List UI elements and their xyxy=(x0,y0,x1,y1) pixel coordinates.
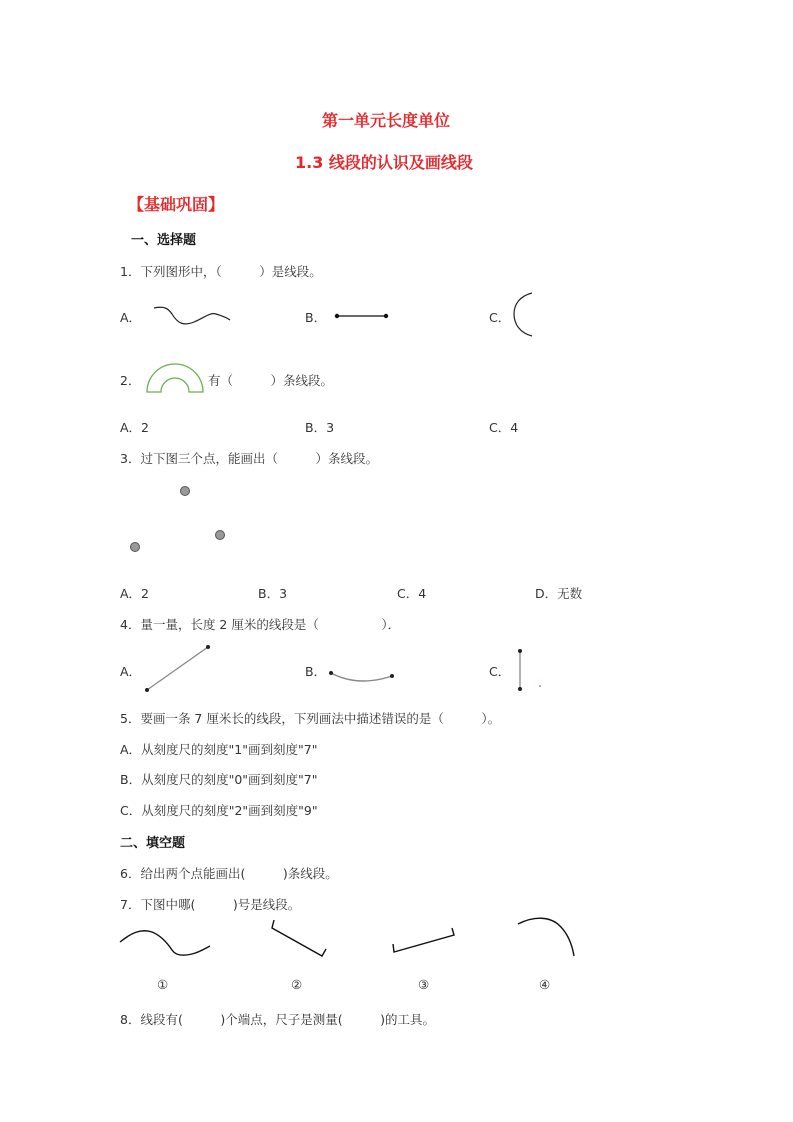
q3-option-b: B．3 xyxy=(258,586,288,601)
curved-segment-figure xyxy=(328,670,396,686)
vertical-segment-figure xyxy=(516,648,546,694)
section-label: 【基础巩固】 xyxy=(128,195,225,214)
question-7-text: 7．下图中哪( )号是线段。 xyxy=(120,897,301,912)
q5-option-b: B．从刻度尺的刻度"0"画到刻度"7" xyxy=(120,772,318,787)
q3-option-d: D．无数 xyxy=(535,586,583,601)
question-3-text: 3．过下图三个点，能画出（ ）条线段。 xyxy=(120,451,378,466)
wavy-line-figure xyxy=(150,300,232,330)
green-arch-figure xyxy=(145,360,205,394)
diagonal-segment-figure xyxy=(143,644,213,692)
question-2-text: 有（ ）条线段。 xyxy=(208,373,334,388)
q2-option-a: A．2 xyxy=(120,420,150,435)
q4-option-a-label: A． xyxy=(120,664,142,679)
figure-2-segment-with-ticks xyxy=(270,918,326,958)
q3-option-c: C．4 xyxy=(397,586,427,601)
figure-label-1: ① xyxy=(157,977,169,992)
question-5-text: 5．要画一条 7 厘米长的线段，下列画法中描述错误的是（ ）。 xyxy=(120,711,501,726)
three-points-figure xyxy=(125,482,235,554)
arc-figure xyxy=(508,290,536,340)
section-heading-choice: 一、选择题 xyxy=(131,233,197,248)
q4-option-c-label: C． xyxy=(489,664,511,679)
question-2-prefix: 2． xyxy=(120,373,141,388)
figure-3-segment-with-ticks xyxy=(390,928,458,958)
figure-label-4: ④ xyxy=(539,977,551,992)
q1-option-c-label: C． xyxy=(489,310,511,325)
question-6-text: 6．给出两个点能画出( )条线段。 xyxy=(120,866,338,881)
lesson-title: 1.3 线段的认识及画线段 xyxy=(295,153,473,172)
figure-4-arc xyxy=(516,916,576,958)
q1-option-b-label: B． xyxy=(305,310,327,325)
q2-option-b: B．3 xyxy=(305,420,335,435)
segment-with-endpoints-figure xyxy=(334,312,390,322)
question-8-text: 8．线段有( )个端点，尺子是测量( )的工具。 xyxy=(120,1012,435,1027)
q5-option-c: C．从刻度尺的刻度"2"画到刻度"9" xyxy=(120,803,318,818)
q3-option-a: A．2 xyxy=(120,586,150,601)
question-1-text: 1．下列图形中，（ ）是线段。 xyxy=(120,264,322,279)
q1-option-a-label: A． xyxy=(120,310,142,325)
question-4-text: 4．量一量，长度 2 厘米的线段是（ ）． xyxy=(120,617,401,632)
unit-title: 第一单元长度单位 xyxy=(322,111,451,130)
q4-option-b-label: B． xyxy=(305,664,327,679)
section-heading-fill: 二、填空题 xyxy=(120,836,186,851)
q2-option-c: C．4 xyxy=(489,420,519,435)
figure-label-2: ② xyxy=(291,977,303,992)
figure-label-3: ③ xyxy=(418,977,430,992)
figure-1-curve xyxy=(118,928,213,958)
q5-option-a: A．从刻度尺的刻度"1"画到刻度"7" xyxy=(120,742,318,757)
